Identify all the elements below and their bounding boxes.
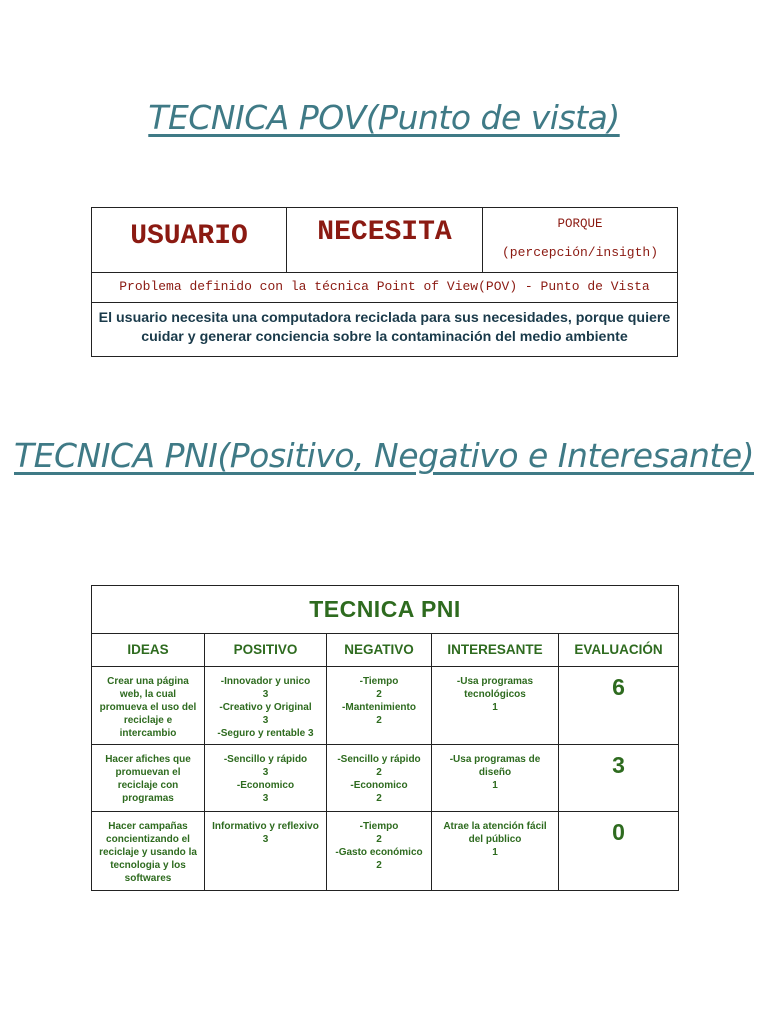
- porque-label: PORQUE: [557, 217, 603, 231]
- cell-line: -Usa programas tecnológicos: [456, 676, 534, 700]
- row-1-negativo-cell: [327, 667, 432, 745]
- cell-line: -Innovador y unico: [220, 676, 311, 687]
- row-1-idea-cell: Crear una página web, la cual promueva el uso del reciclaje e intercambio: [92, 667, 205, 745]
- cell-line: 1: [492, 780, 498, 791]
- header-evaluacion: EVALUACIÓN: [559, 633, 678, 667]
- necesita-label: NECESITA: [317, 217, 452, 248]
- row-3-positivo-cell: [205, 812, 327, 890]
- pov-table: [91, 207, 678, 357]
- cell-line: -Sencillo y rápido: [223, 754, 308, 765]
- cell-line: 1: [492, 847, 498, 858]
- pov-statement: El usuario necesita una computadora reciclada para sus necesidades, porque quiere cuidar y generar conciencia sobre la contaminación del medio ambiente: [98, 310, 671, 345]
- cell-line: 2: [376, 715, 382, 726]
- percepcion-label: (percepción/insigth): [501, 245, 659, 260]
- pni-table-title: TECNICA PNI: [92, 586, 678, 634]
- row-2-interesante-cell: [432, 745, 559, 812]
- cell-line: 3: [262, 715, 269, 726]
- cell-line: -Seguro y rentable 3: [217, 728, 314, 739]
- cell-line: 2: [376, 860, 382, 871]
- cell-line: -Creativo y Original: [219, 702, 312, 713]
- row-3-interesante-cell: [432, 812, 559, 890]
- row-1-interesante-cell: [432, 667, 559, 745]
- cell-line: -Gasto económico: [335, 847, 423, 858]
- cell-line: 3: [262, 767, 269, 778]
- porque-cell: [483, 208, 677, 272]
- cell-line: 3: [262, 834, 269, 845]
- cell-line: 3: [262, 689, 269, 700]
- cell-line: 1: [492, 702, 498, 713]
- row-2-negativo-cell: [327, 745, 432, 812]
- cell-line: 3: [262, 793, 269, 804]
- pni-table: [91, 585, 679, 891]
- header-positivo: POSITIVO: [205, 633, 327, 667]
- usuario-label: USUARIO: [130, 221, 248, 252]
- necesita-cell: [287, 208, 483, 272]
- cell-line: -Tiempo: [359, 821, 399, 832]
- cell-line: Informativo y reflexivo: [212, 821, 319, 832]
- row-1-evaluacion-cell: 6: [559, 667, 678, 745]
- row-1-positivo-cell: [205, 667, 327, 745]
- pov-header-row: [92, 208, 677, 273]
- pov-problem-label: Problema definido con la técnica Point of View(POV) - Punto de Vista: [92, 273, 677, 303]
- header-negativo: NEGATIVO: [327, 633, 432, 667]
- header-interesante: INTERESANTE: [432, 633, 559, 667]
- pov-heading: TECNICA POV(Punto de vista): [148, 98, 620, 137]
- pni-heading: TECNICA PNI(Positivo, Negativo e Interesante): [14, 436, 754, 475]
- header-ideas: IDEAS: [92, 633, 205, 667]
- cell-line: 2: [376, 689, 382, 700]
- cell-line: -Economico: [350, 780, 408, 791]
- cell-line: -Usa programas de diseño: [449, 754, 541, 778]
- row-2-evaluacion-cell: 3: [559, 745, 678, 812]
- row-3-negativo-cell: [327, 812, 432, 890]
- cell-line: 2: [376, 834, 382, 845]
- row-3-evaluacion-cell: 0: [612, 819, 625, 845]
- cell-line: -Tiempo: [359, 676, 399, 687]
- cell-line: Atrae la atención fácil del público: [443, 821, 547, 845]
- cell-line: 2: [376, 793, 382, 804]
- cell-line: -Sencillo y rápido: [337, 754, 421, 765]
- row-2-positivo-cell: [205, 745, 327, 812]
- row-2-idea-cell: Hacer afiches que promuevan el reciclaje con programas: [92, 745, 205, 812]
- row-3-idea-cell: Hacer campañas concientizando el reciclaje y usando la tecnologia y los softwares: [92, 812, 205, 890]
- usuario-cell: [92, 208, 287, 272]
- cell-line: 2: [376, 767, 382, 778]
- cell-line: -Economico: [236, 780, 295, 791]
- cell-line: -Mantenimiento: [342, 702, 416, 713]
